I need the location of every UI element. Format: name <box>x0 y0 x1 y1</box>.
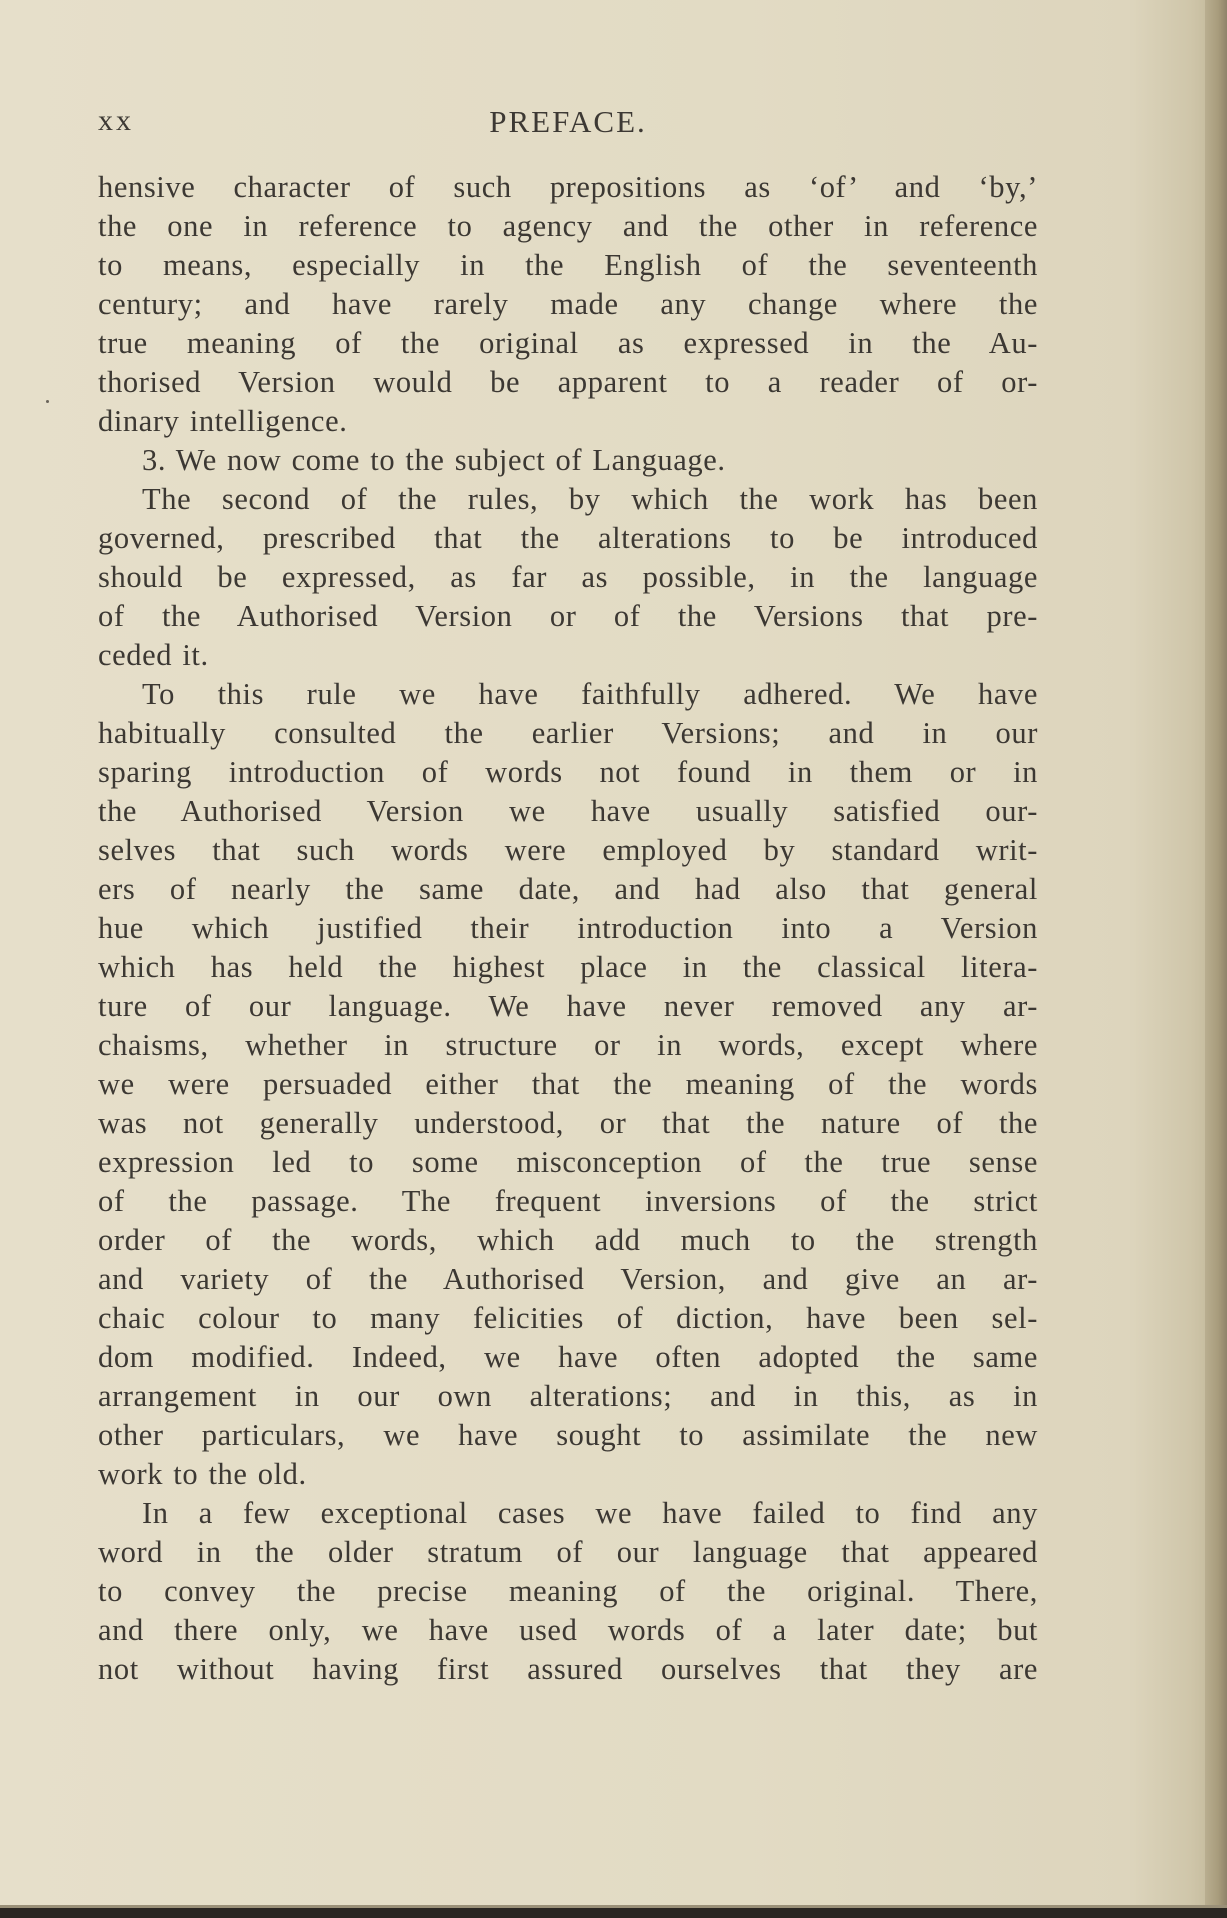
text-line: hue which justified their introduction into a Version <box>98 911 1038 945</box>
text-line: governed, prescribed that the alterations to be introduced <box>98 521 1038 555</box>
text-line: word in the older stratum of our language that appeared <box>98 1535 1038 1569</box>
text-line: order of the words, which add much to the strength <box>98 1223 1038 1257</box>
text-line: to convey the precise meaning of the original. There, <box>98 1574 1038 1608</box>
text-line: habitually consulted the earlier Versions; and in our <box>98 716 1038 750</box>
text-line: thorised Version would be apparent to a reader of or- <box>98 365 1038 399</box>
text-line: to means, especially in the English of the seventeenth <box>98 248 1038 282</box>
text-line: The second of the rules, by which the work has been <box>142 482 1038 516</box>
text-line: In a few exceptional cases we have failed to find any <box>142 1496 1038 1530</box>
text-line: true meaning of the original as expressed in the Au- <box>98 326 1038 360</box>
text-line: of the passage. The frequent inversions of the strict <box>98 1184 1038 1218</box>
text-line: chaic colour to many felicities of diction, have been sel- <box>98 1301 1038 1335</box>
text-line: dinary intelligence. <box>98 404 348 438</box>
body-text <box>98 168 1038 1689</box>
text-line: other particulars, we have sought to assimilate the new <box>98 1418 1038 1452</box>
text-line: chaisms, whether in structure or in words, except where <box>98 1028 1038 1062</box>
text-line: work to the old. <box>98 1457 307 1491</box>
text-line: should be expressed, as far as possible, in the language <box>98 560 1038 594</box>
text-line: dom modified. Indeed, we have often adopted the same <box>98 1340 1038 1374</box>
text-line: sparing introduction of words not found in them or in <box>98 755 1038 789</box>
text-line: 3. We now come to the subject of Language. <box>142 443 726 477</box>
page-bottom-edge <box>0 1908 1227 1918</box>
page-edge-shadow <box>1205 0 1227 1918</box>
text-line: ers of nearly the same date, and had also that general <box>98 872 1038 906</box>
text-line: selves that such words were employed by standard writ- <box>98 833 1038 867</box>
text-line: and there only, we have used words of a later date; but <box>98 1613 1038 1647</box>
text-line: century; and have rarely made any change where the <box>98 287 1038 321</box>
text-line: was not generally understood, or that the nature of the <box>98 1106 1038 1140</box>
page-number: xx <box>98 104 134 137</box>
text-line: arrangement in our own alterations; and in this, as in <box>98 1379 1038 1413</box>
text-line: hensive character of such prepositions as ‘of’ and ‘by,’ <box>98 170 1038 204</box>
text-line: ceded it. <box>98 638 209 672</box>
page-header <box>98 104 1038 144</box>
text-line: To this rule we have faithfully adhered. We have <box>142 677 1038 711</box>
text-line: the Authorised Version we have usually satisfied our- <box>98 794 1038 828</box>
text-line: the one in reference to agency and the other in reference <box>98 209 1038 243</box>
text-line: we were persuaded either that the meaning of the words <box>98 1067 1038 1101</box>
text-line: expression led to some misconception of the true sense <box>98 1145 1038 1179</box>
text-line: of the Authorised Version or of the Versions that pre- <box>98 599 1038 633</box>
margin-mark <box>46 400 49 403</box>
running-head: PREFACE. <box>489 104 647 139</box>
text-line: ture of our language. We have never removed any ar- <box>98 989 1038 1023</box>
text-line: not without having first assured ourselves that they are <box>98 1652 1038 1686</box>
text-line: which has held the highest place in the classical litera- <box>98 950 1038 984</box>
text-line: and variety of the Authorised Version, and give an ar- <box>98 1262 1038 1296</box>
